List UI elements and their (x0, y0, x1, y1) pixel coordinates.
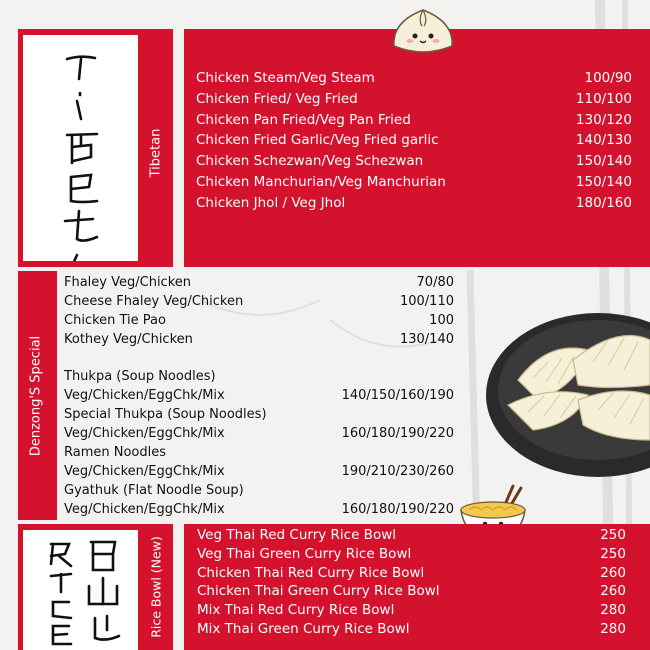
list-item: Ramen Noodles (64, 445, 167, 460)
list-item: Mix Thai Red Curry Rice Bowl 280 (197, 602, 626, 619)
list-item: Veg/Chicken/EggChk/Mix 190/210/230/260 (64, 464, 454, 479)
list-item: Veg/Chicken/EggChk/Mix 160/180/190/220 (64, 426, 454, 441)
noodles-menu-list (64, 367, 454, 519)
list-item: Veg/Chicken/EggChk/Mix 160/180/190/220 (64, 502, 454, 517)
tibetan-section-label: Tibetan (148, 128, 164, 178)
list-item: Thukpa (Soup Noodles) (64, 369, 216, 384)
list-item: Chicken Fried Garlic/Veg Fried garlic 140/130 (196, 132, 632, 149)
denzong-section-label: Denzong'S Special (28, 335, 44, 457)
list-item: Chicken Steam/Veg Steam 100/90 (196, 70, 632, 86)
list-item: Veg Thai Red Curry Rice Bowl 250 (197, 527, 626, 543)
rice-bowl-menu-list (197, 526, 626, 639)
list-item: Gyathuk (Flat Noodle Soup) (64, 483, 244, 498)
list-item: Special Thukpa (Soup Noodles) (64, 407, 267, 422)
denzong-menu-list (64, 273, 454, 349)
list-item: Kothey Veg/Chicken 130/140 (64, 332, 454, 347)
rice-bowl-calligraphy (23, 530, 138, 650)
dumpling-plate (478, 300, 650, 500)
rice-bowl-calligraphy-card (23, 530, 138, 650)
list-item: Chicken Thai Red Curry Rice Bowl 260 (197, 564, 626, 581)
list-item: Chicken Tie Pao 100 (64, 313, 454, 328)
list-item: Chicken Manchurian/Veg Manchurian 150/140 (196, 173, 632, 190)
list-item: Veg Thai Green Curry Rice Bowl 250 (197, 545, 626, 562)
tibetan-menu-list (196, 68, 632, 214)
list-item: Chicken Pan Fried/Veg Pan Fried 130/120 (196, 111, 632, 128)
list-item: Chicken Jhol / Veg Jhol 180/160 (196, 194, 632, 211)
list-item: Chicken Fried/ Veg Fried 110/100 (196, 90, 632, 107)
tibet-calligraphy (23, 35, 138, 261)
list-item: Cheese Fhaley Veg/Chicken 100/110 (64, 294, 454, 309)
list-item: Chicken Schezwan/Veg Schezwan 150/140 (196, 153, 632, 170)
list-item: Fhaley Veg/Chicken 70/80 (64, 275, 454, 290)
list-item: Veg/Chicken/EggChk/Mix 140/150/160/190 (64, 388, 454, 403)
tibet-calligraphy-card (23, 35, 138, 261)
bun-icon (388, 2, 458, 60)
list-item: Mix Thai Green Curry Rice Bowl 280 (197, 620, 626, 637)
list-item: Chicken Thai Green Curry Rice Bowl 260 (197, 583, 626, 600)
rice-bowl-section-label: Rice Bowl (New) (148, 536, 164, 638)
